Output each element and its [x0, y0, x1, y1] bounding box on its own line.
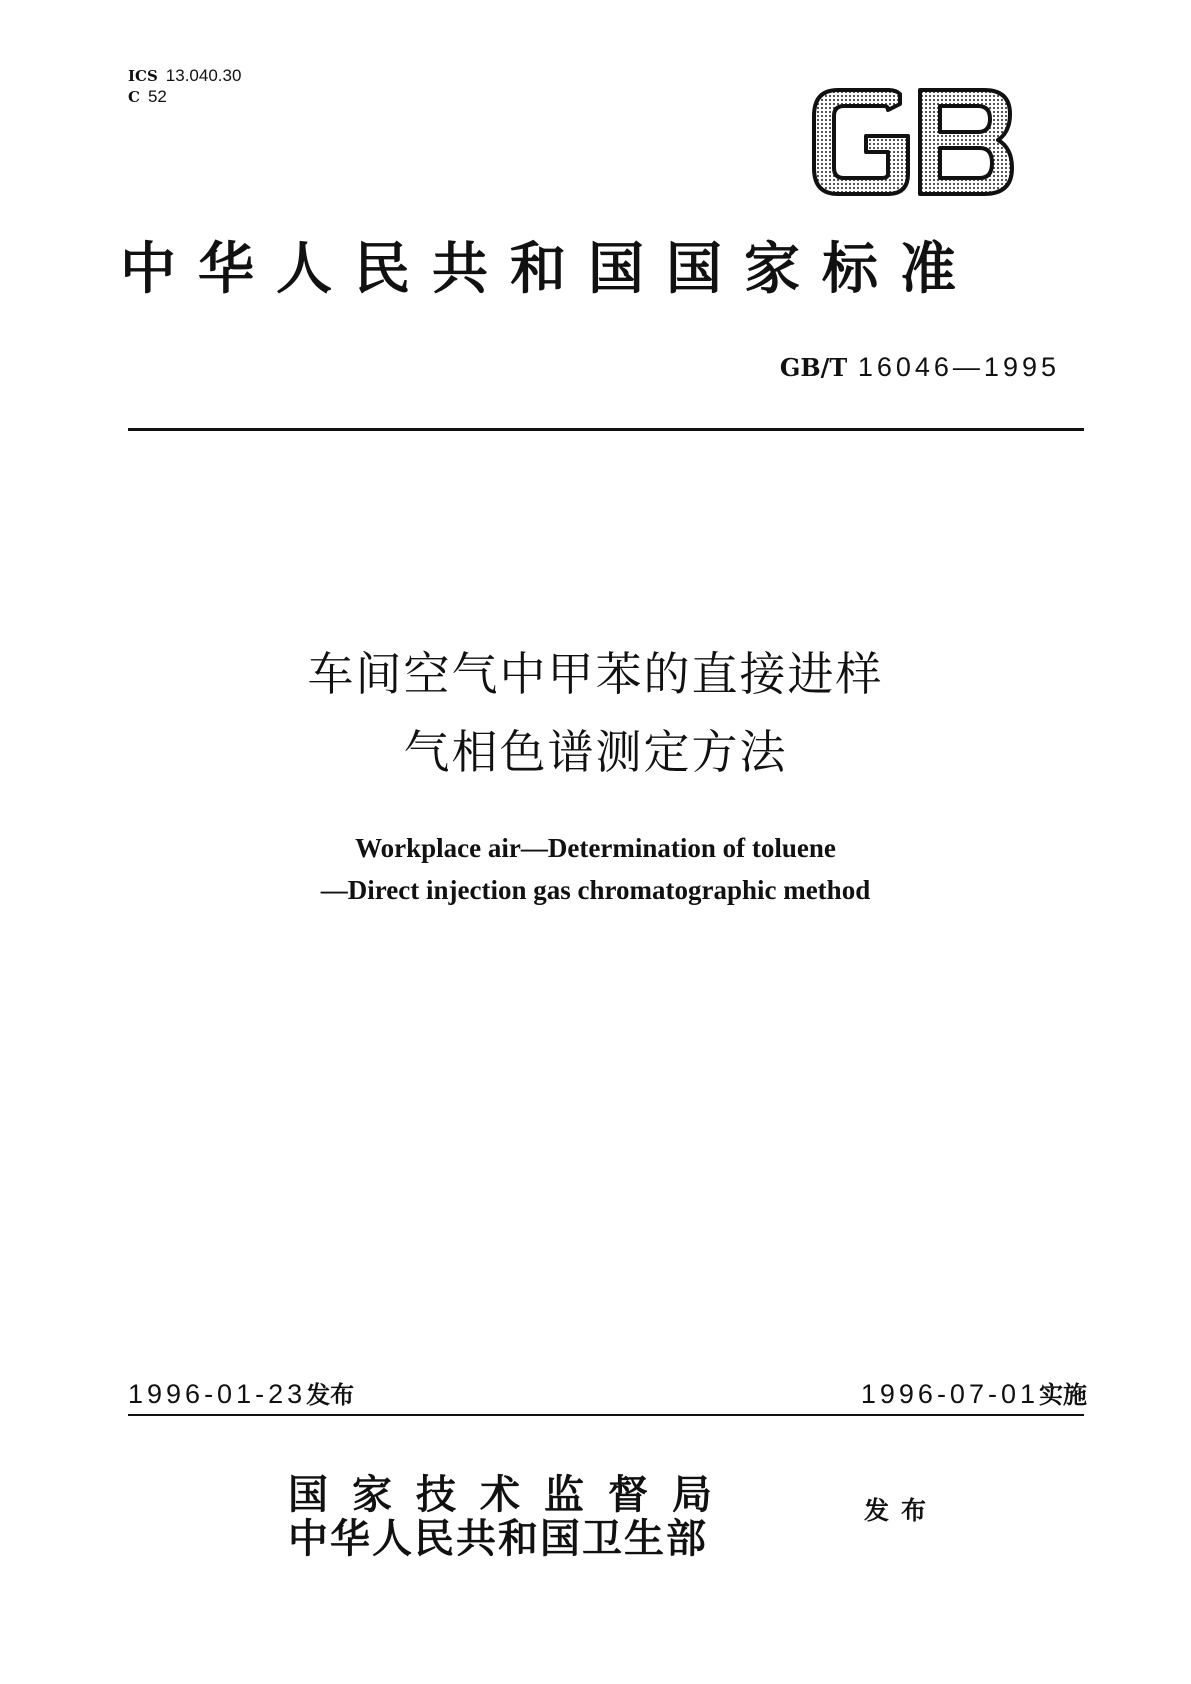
issue-date-value: 1996-01-23 [128, 1379, 307, 1409]
standard-prefix: GB/T [779, 353, 848, 382]
standard-type-title: 中华人民共和国国家标准 [120, 236, 978, 302]
cn-title-line2: 气相色谱测定方法 [403, 725, 788, 779]
publisher-line2: 中华人民共和国卫生部 [288, 1515, 708, 1562]
standard-code: 16046—1995 [857, 352, 1060, 382]
standard-number [690, 350, 1060, 385]
footer-rule [128, 1414, 1084, 1416]
effective-date [861, 1376, 1087, 1413]
ccs-value: 52 [147, 87, 167, 106]
header-rule [128, 428, 1084, 431]
en-title-line1: Workplace air—Determination of toluene [355, 833, 836, 863]
ics-value: 13.040.30 [165, 66, 242, 85]
cn-title-line1: 车间空气中甲苯的直接进样 [307, 647, 884, 701]
ccs-code [128, 87, 167, 107]
en-title-line2: —Direct injection gas chromatographic method [320, 875, 871, 905]
issue-date [128, 1376, 354, 1413]
publish-label: 发布 [864, 1496, 939, 1525]
ics-label: ICS [128, 67, 158, 85]
publisher-line1: 国家技术监督局 [288, 1471, 736, 1518]
effective-date-label: 实施 [1039, 1381, 1087, 1409]
ccs-label: C [128, 88, 140, 106]
ics-code [128, 66, 241, 86]
effective-date-value: 1996-07-01 [860, 1379, 1039, 1409]
gb-standard-logo [808, 86, 1018, 198]
issue-date-label: 发布 [306, 1381, 355, 1409]
